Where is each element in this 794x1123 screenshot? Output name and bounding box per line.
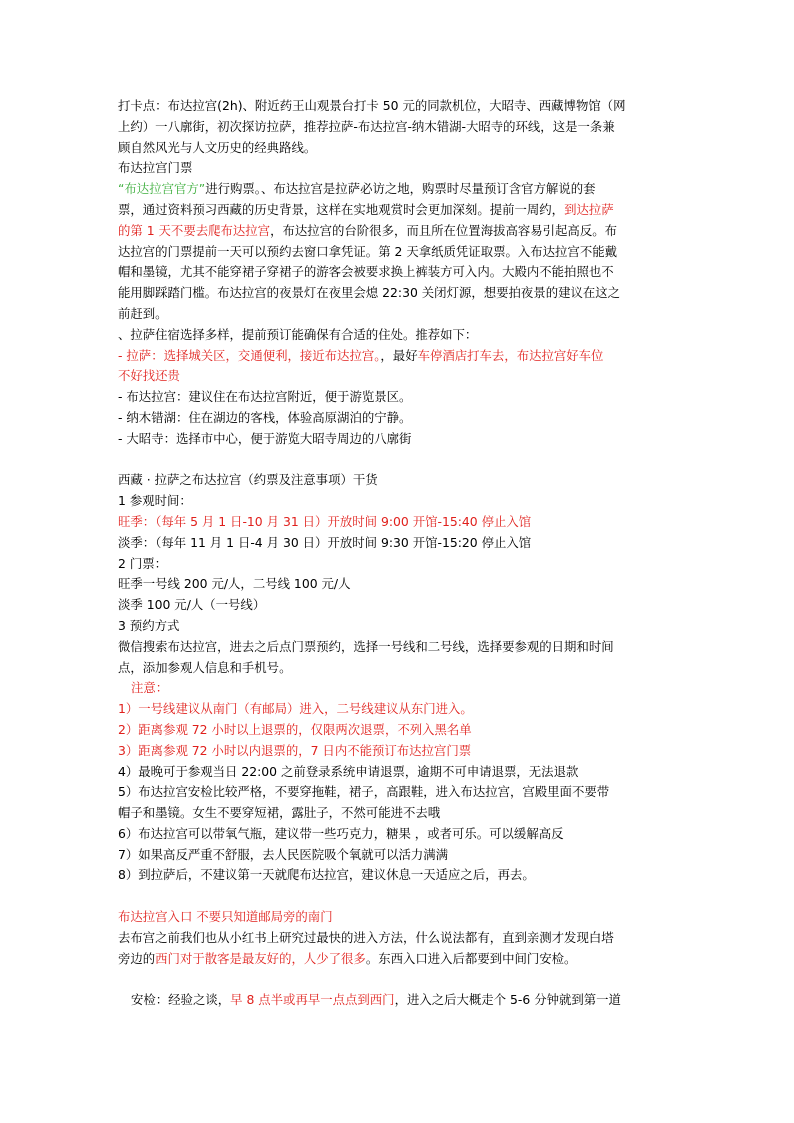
ticket-price: 旺季一号线 200 元/人，二号线 100 元/人 [118, 576, 351, 592]
entrance-heading: 布达拉宫入口 不要只知道邮局旁的南门 [118, 909, 333, 925]
ticket-line: 的第 1 天不要去爬布达拉宫，布达拉宫的台阶很多，而且所在位置海拔高容易引起高反。布 [118, 222, 617, 238]
note-item: 8）到拉萨后，不建议第一天就爬布达拉宫，建议休息一天适应之后，再去。 [118, 867, 535, 883]
lodging-item: - 布达拉宫：建议住在布达拉宫附近，便于游览景区。 [118, 389, 412, 405]
note-item: 5）布达拉宫安检比较严格，不要穿拖鞋，裙子，高跟鞋，进入布达拉宫，宫殿里面不要带 [118, 784, 610, 800]
entrance-text: 旁边的西门对于散客是最友好的，人少了很多。东西入口进入后都要到中间门安检。 [118, 950, 577, 966]
section-tickets: 2 门票： [118, 555, 167, 571]
note-item: 7）如果高反严重不舒服，去人民医院吸个氧就可以活力满满 [118, 846, 449, 862]
note-item: 1）一号线建议从南门（有邮局）进入，二号线建议从东门进入。 [118, 701, 473, 717]
entrance-text: 去布宫之前我们也从小红书上研究过最快的进入方法，什么说法都有，直到亲测才发现白塔 [118, 929, 614, 945]
lodging-item-continued: 不好找还贵 [118, 368, 180, 384]
booking-text: 点，添加参观人信息和手机号。 [118, 659, 292, 675]
spacer [118, 969, 678, 990]
ticket-line: 前赶到。 [118, 305, 168, 321]
intro-line: 打卡点：布达拉宫(2h)、附近药王山观景台打卡 50 元的同款机位，大昭寺、西藏博物馆（网 [118, 98, 626, 113]
note-item: 2）距离参观 72 小时以上退票的，仅限两次退票，不列入黑名单 [118, 721, 472, 737]
spacer [118, 886, 678, 907]
booking-text: 微信搜索布达拉宫，进去之后点门票预约，选择一号线和二号线，选择要参观的日期和时间 [118, 638, 614, 654]
section-visit-time: 1 参观时间： [118, 493, 192, 509]
ticket-line: 能用脚踩踏门槛。布达拉宫的夜景灯在夜里会熄 22:30 关闭灯源，想要拍夜景的建议在这之 [118, 285, 621, 301]
intro-line: 上约）一八廓街，初次探访拉萨，推荐拉萨-布达拉宫-纳木错湖-大昭寺的环线，这是一条兼 [118, 118, 615, 134]
lodging-item: - 拉萨：选择城关区，交通便利，接近布达拉宫。，最好车停酒店打车去，布达拉宫好车位 [118, 347, 604, 363]
note-item: 3）距离参观 72 小时以内退票的，7 日内不能预订布达拉宫门票 [118, 742, 472, 758]
note-item: 6）布达拉宫可以带氧气瓶，建议带一些巧克力，糖果 ，或者可乐。可以缓解高反 [118, 825, 564, 841]
ticket-price: 淡季 100 元/人（一号线） [118, 597, 266, 613]
section-booking: 3 预约方式 [118, 617, 180, 633]
lodging-item: - 大昭寺：选择市中心，便于游览大昭寺周边的八廓街 [118, 430, 412, 446]
note-item-continued: 帽子和墨镜。女生不要穿短裙，露肚子，不然可能进不去哦 [118, 805, 441, 821]
note-heading: 注意： [131, 680, 169, 696]
ticket-heading: 布达拉宫门票 [118, 160, 193, 176]
ticket-line: 票，通过资料预习西藏的历史背景，这样在实地观赏时会更加深刻。提前一周约，到达拉萨 [118, 201, 614, 217]
ticket-line: “布达拉宫官方”进行购票。、布达拉宫是拉萨必访之地，购票时尽量预订含官方解说的套 [118, 181, 596, 197]
ticket-line: 帽和墨镜，尤其不能穿裙子穿裙子的游客会被要求换上裤装方可入内。大殿内不能拍照也不 [118, 264, 614, 280]
guide-title: 西藏 · 拉萨之布达拉宫（约票及注意事项）干货 [118, 472, 378, 488]
document-body [118, 96, 678, 1011]
security-text: 安检：经验之谈，早 8 点半或再早一点点到西门，进入之后大概走个 5-6 分钟就到第一道 [131, 992, 621, 1008]
lodging-item: - 纳木错湖：住在湖边的客栈，体验高原湖泊的宁静。 [118, 409, 412, 425]
intro-line: 顾自然风光与人文历史的经典路线。 [118, 139, 317, 155]
off-season-hours: 淡季：（每年 11 月 1 日-4 月 30 日）开放时间 9:30 开馆-15:20 停止入馆 [118, 534, 532, 550]
official-account-name: “布达拉宫官方” [118, 181, 206, 197]
note-item: 4）最晚可于参观当日 22:00 之前登录系统申请退票，逾期不可申请退票，无法退款 [118, 763, 579, 779]
ticket-line: 达拉宫的门票提前一天可以预约去窗口拿凭证。第 2 天拿纸质凭证取票。入布达拉宫不能戴 [118, 243, 617, 259]
peak-season-hours: 旺季：（每年 5 月 1 日-10 月 31 日）开放时间 9:00 开馆-15:40 停止入馆 [118, 513, 532, 529]
spacer [118, 450, 678, 471]
lodging-intro: 、拉萨住宿选择多样，提前预订能确保有合适的住处。推荐如下： [118, 326, 478, 342]
